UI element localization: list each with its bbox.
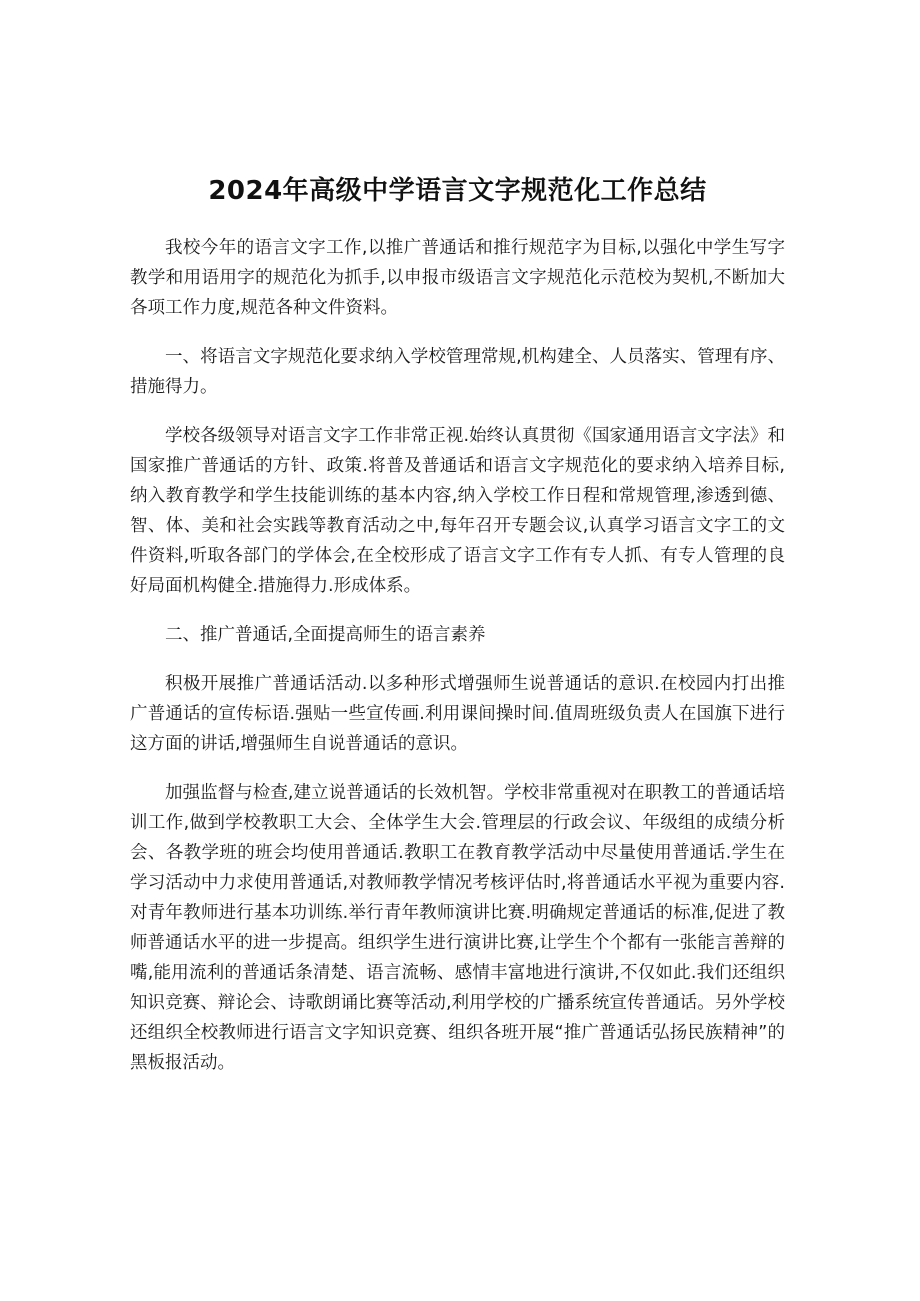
section-heading-2: 二、推广普通话,全面提高师生的语言素养 [165, 625, 486, 645]
document-title: 2024年高级中学语言文字规范化工作总结 [208, 176, 707, 206]
paragraph-leadership: 学校各级领导对语言文字工作非常正视.始终认真贯彻《国家通用语言文字法》和国家推广普通话的方针、政策.将普及普通话和语言文字规范化的要求纳入培养目标,纳入教育教学和学生技能训练的基本内容,纳入学校工作日程和常规管理,渗透到德、智、体、美和社会实践等教育活动之中,每年召开专题会议,认真学习语言文字工的文件资料,听取各部门的学体会,在全校形成了语言文字工作有专人抓、有专人管理的良好局面机构健全.措施得力.形成体系。 [130, 426, 785, 596]
paragraph-intro: 我校今年的语言文字工作,以推广普通话和推行规范字为目标,以强化中学生写字教学和用语用字的规范化为抓手,以申报市级语言文字规范化示范校为契机,不断加大各项工作力度,规范各种文件资料。 [130, 238, 785, 318]
document-body [130, 233, 785, 1097]
paragraph-supervision: 加强监督与检查,建立说普通话的长效机智。学校非常重视对在职教工的普通话培训工作,做到学校教职工大会、全体学生大会.管理层的行政会议、年级组的成绩分析会、各教学班的班会均使用普通话.教职工在教育教学活动中尽量使用普通话.学生在学习活动中力求使用普通话,对教师教学情况考核评估时,将普通话水平视为重要内容.对青年教师进行基本功训练.举行青年教师演讲比赛.明确规定普通话的标准,促进了教师普通话水平的进一步提高。组织学生进行演讲比赛,让学生个个都有一张能言善辩的嘴,能用流利的普通话条清楚、语言流畅、感情丰富地进行演讲,不仅如此.我们还组织知识竞赛、辩论会、诗歌朗诵比赛等活动,利用学校的广播系统宣传普通话。另外学校还组织全校教师进行语言文字知识竞赛、组织各班开展“推广普通话弘扬民族精神”的黑板报活动。 [130, 783, 785, 1073]
section-heading-1: 一、将语言文字规范化要求纳入学校管理常规,机构建全、人员落实、管理有序、措施得力。 [130, 347, 785, 397]
paragraph-promotion: 积极开展推广普通话活动.以多种形式增强师生说普通话的意识.在校园内打出推广普通话的宣传标语.强贴一些宣传画.利用课间操时间.值周班级负责人在国旗下进行这方面的讲话,增强师生自说普通话的意识。 [130, 674, 785, 754]
